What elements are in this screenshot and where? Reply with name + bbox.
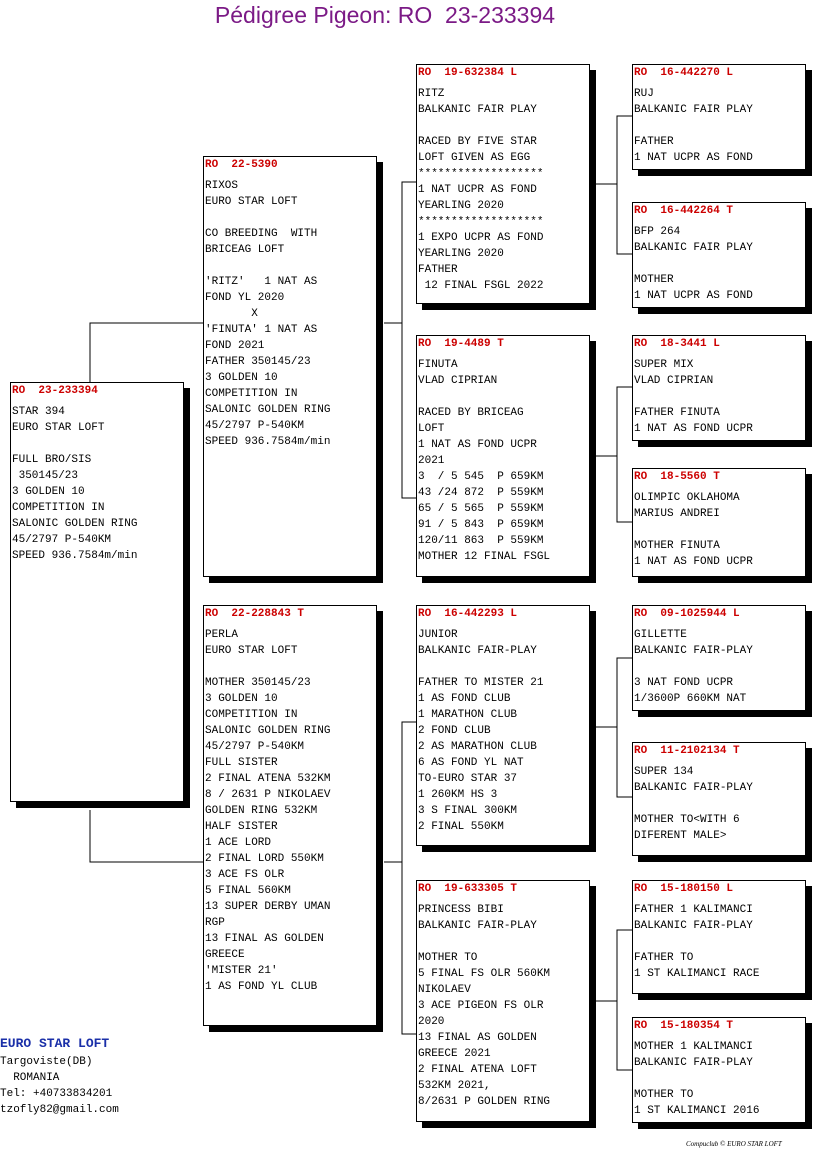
pigeon-details: FATHER 1 KALIMANCI BALKANIC FAIR-PLAY FATHER TO 1 ST KALIMANCI RACE [634,904,760,980]
pigeon-card-sss [632,64,806,170]
ring-number: RO 22-5390 [205,159,278,171]
ring-number: RO 09-1025944 L [634,608,740,620]
pigeon-details: SUPER 134 BALKANIC FAIR-PLAY MOTHER TO<WITH 6 DIFERENT MALE> [634,766,753,842]
pigeon-details: OLIMPIC OKLAHOMA MARIUS ANDREI MOTHER FINUTA 1 NAT AS FOND UCPR [634,492,753,568]
pigeon-card-dds [632,880,806,994]
loft-email: tzofly82@gmail.com [0,1104,119,1116]
ring-number: RO 18-3441 L [634,338,720,350]
loft-city: Targoviste(DB) [0,1056,93,1068]
pigeon-details: GILLETTE BALKANIC FAIR-PLAY 3 NAT FOND UCPR 1/3600P 660KM NAT [634,629,753,705]
pigeon-card-ddd [632,1017,806,1123]
ring-number: RO 23-233394 [12,385,98,397]
pigeon-card-sdd [632,468,806,577]
pigeon-card-sire-dam [416,335,590,577]
pigeon-details: RUJ BALKANIC FAIR PLAY FATHER 1 NAT UCPR AS FOND [634,88,753,164]
pigeon-details: FINUTA VLAD CIPRIAN RACED BY BRICEAG LOFT 1 NAT AS FOND UCPR 2021 3 / 5 545 P 659KM 43 /24 872 P 559KM 65 / 5 565 P 559KM 91 / 5 843 P 659KM 120/11 863 P 559KM MOTHER 12 FINAL FSGL [418,359,551,563]
pigeon-details: BFP 264 BALKANIC FAIR PLAY MOTHER 1 NAT UCPR AS FOND [634,226,753,302]
pigeon-card-ssd [632,202,806,308]
pigeon-card-subject [10,382,184,802]
loft-contact [0,1036,119,1118]
page-title: Pédigree Pigeon: RO 23-233394 [214,2,556,28]
ring-number: RO 16-442270 L [634,67,734,79]
pigeon-card-dam [203,605,377,1026]
pigeon-card-dam-sire [416,605,590,846]
pigeon-card-dsd [632,742,806,856]
loft-country: ROMANIA [0,1072,60,1084]
pigeon-card-dss [632,605,806,711]
ring-number: RO 16-442264 T [634,205,734,217]
pigeon-details: RIXOS EURO STAR LOFT CO BREEDING WITH BRICEAG LOFT 'RITZ' 1 NAT AS FOND YL 2020 X 'FINUTA' 1 NAT AS FOND 2021 FATHER 350145/23 3 GOLDEN 10 COMPETITION IN SALONIC GOLDEN RING 45/2797 P-540KM SPEED 936.7584m/min [205,180,331,448]
pigeon-card-sire-sire [416,64,590,304]
pigeon-details: MOTHER 1 KALIMANCI BALKANIC FAIR-PLAY MOTHER TO 1 ST KALIMANCI 2016 [634,1041,760,1117]
ring-number: RO 15-180150 L [634,883,734,895]
ring-number: RO 11-2102134 T [634,745,740,757]
loft-name: EURO STAR LOFT [0,1036,110,1051]
pigeon-details: SUPER MIX VLAD CIPRIAN FATHER FINUTA 1 NAT AS FOND UCPR [634,359,753,435]
ring-number: RO 19-633305 T [418,883,518,895]
ring-number: RO 15-180354 T [634,1020,734,1032]
ring-number: RO 18-5560 T [634,471,720,483]
software-credit: Compuclub © EURO STAR LOFT [686,1140,782,1148]
pigeon-details: JUNIOR BALKANIC FAIR-PLAY FATHER TO MISTER 21 1 AS FOND CLUB 1 MARATHON CLUB 2 FOND CLUB 2 AS MARATHON CLUB 6 AS FOND YL NAT TO-EURO STAR 37 1 260KM HS 3 3 S FINAL 300KM 2 FINAL 550KM [418,629,544,833]
ring-number: RO 19-4489 T [418,338,504,350]
pigeon-details: PRINCESS BIBI BALKANIC FAIR-PLAY MOTHER TO 5 FINAL FS OLR 560KM NIKOLAEV 3 ACE PIGEON FS OLR 2020 13 FINAL AS GOLDEN GREECE 2021 2 FINAL ATENA LOFT 532KM 2021, 8/2631 P GOLDEN RING [418,904,551,1108]
pigeon-details: PERLA EURO STAR LOFT MOTHER 350145/23 3 GOLDEN 10 COMPETITION IN SALONIC GOLDEN RING 45/2797 P-540KM FULL SISTER 2 FINAL ATENA 532KM 8 / 2631 P NIKOLAEV GOLDEN RING 532KM HALF SISTER 1 ACE LORD 2 FINAL LORD 550KM 3 ACE FS OLR 5 FINAL 560KM 13 SUPER DERBY UMAN RGP 13 FINAL AS GOLDEN GREECE 'MISTER 21' 1 AS FOND YL CLUB [205,629,331,993]
pigeon-card-dam-dam [416,880,590,1122]
pigeon-details: RITZ BALKANIC FAIR PLAY RACED BY FIVE STAR LOFT GIVEN AS EGG ******************* 1 NAT UCPR AS FOND YEARLING 2020 ******************* 1 EXPO UCPR AS FOND YEARLING 2020 FATHER 12 FINAL FSGL 2022 [418,88,544,292]
ring-number: RO 16-442293 L [418,608,518,620]
pigeon-details: STAR 394 EURO STAR LOFT FULL BRO/SIS 350145/23 3 GOLDEN 10 COMPETITION IN SALONIC GOLDEN RING 45/2797 P-540KM SPEED 936.7584m/min [12,406,138,562]
pigeon-card-sire [203,156,377,577]
ring-number: RO 22-228843 T [205,608,305,620]
pigeon-card-sds [632,335,806,441]
ring-number: RO 19-632384 L [418,67,518,79]
loft-phone: Tel: +40733834201 [0,1088,113,1100]
